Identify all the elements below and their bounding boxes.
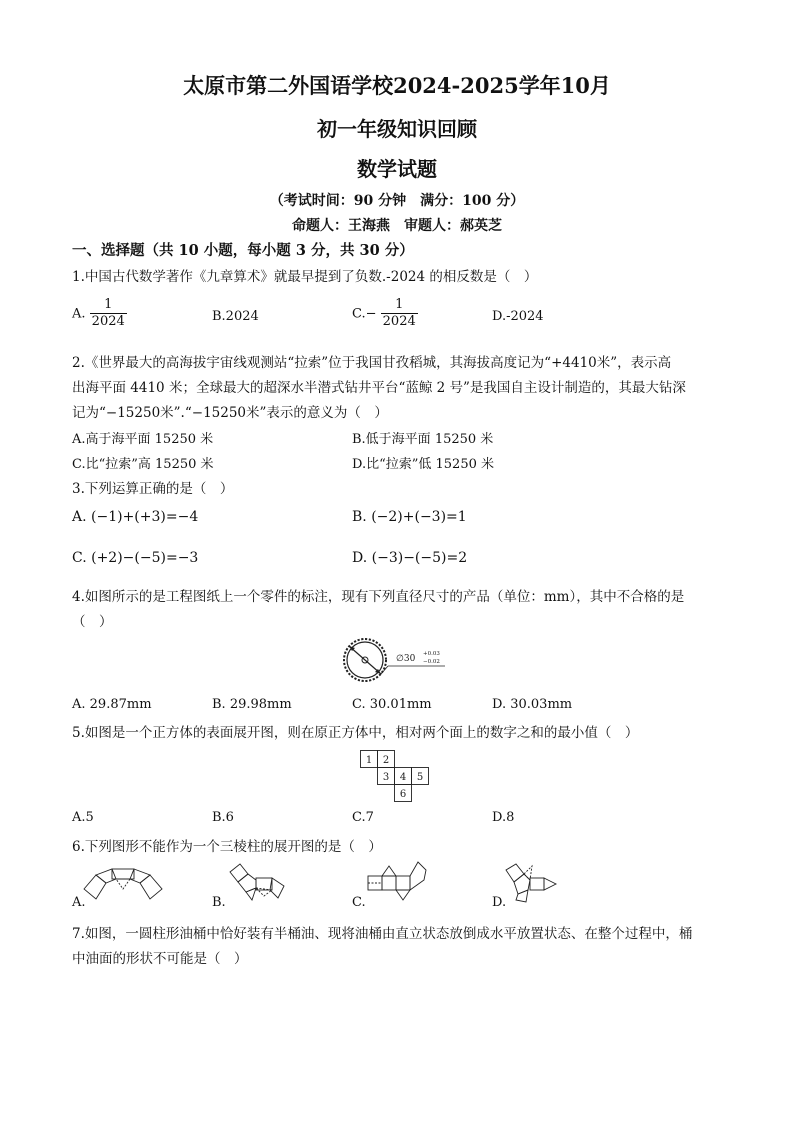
q6-option-d-label: D.: [492, 895, 507, 910]
q6-option-c-figure: [364, 856, 434, 904]
question-7-line-2: 中油面的形状不可能是（ ）: [72, 951, 248, 967]
q6-option-d-figure: [502, 860, 560, 904]
q4-option-b: B. 29.98mm: [212, 697, 292, 712]
q6-option-c-label: C.: [352, 895, 366, 910]
cube-face-2: 2: [382, 755, 390, 766]
question-6-text: 6.下列图形不能作为一个三棱柱的展开图的是（ ）: [72, 839, 382, 855]
q1-option-c: [352, 297, 418, 331]
cube-face-1: 1: [365, 755, 373, 766]
q5-option-b: B.6: [212, 810, 234, 825]
fraction-numerator: 1: [395, 297, 404, 312]
cube-face-3: 3: [382, 772, 390, 783]
q6-option-b-figure: [222, 860, 294, 904]
dimension-label: ∅30: [396, 654, 416, 664]
fraction-denominator: 2024: [382, 314, 416, 330]
q5-option-c: C.7: [352, 810, 374, 825]
option-label: C.−: [352, 306, 377, 322]
q2-option-b: B.低于海平面 15250 米: [352, 432, 494, 447]
fraction-numerator: 1: [104, 297, 113, 312]
q3-option-b: B. (−2)+(−3)=1: [352, 509, 467, 525]
question-2-line-2: 出海平面 4410 米；全球最大的超深水半潜式钻井平台“蓝鲸 2 号”是我国自主设计制造的，其最大钻深: [72, 380, 686, 396]
q4-option-d: D. 30.03mm: [492, 697, 573, 712]
exam-authors: 命题人：王海燕 审题人：郝英芝: [292, 218, 502, 234]
exam-subject: 数学试题: [357, 157, 437, 181]
exam-info: （考试时间：90 分钟 满分：100 分）: [269, 193, 525, 209]
cube-net-figure: [360, 750, 432, 802]
q3-option-d: D. (−3)−(−5)=2: [352, 550, 468, 566]
cube-face-4: 4: [399, 772, 407, 783]
q4-option-c: C. 30.01mm: [352, 697, 432, 712]
question-4-line-2: （ ）: [72, 614, 113, 630]
q4-option-a: A. 29.87mm: [72, 697, 152, 712]
q6-option-b-label: B.: [212, 895, 226, 910]
question-2-line-1: 2.《世界最大的高海拔宇宙线观测站“拉索”位于我国甘孜稻城，其海拔高度记为“+4410米”，表示高: [72, 355, 672, 371]
question-7-line-1: 7.如图，一圆柱形油桶中恰好装有半桶油、现将油桶由直立状态放倒成水平放置状态、在整个过程中，桶: [72, 926, 693, 942]
question-4-line-1: 4.如图所示的是工程图纸上一个零件的标注，现有下列直径尺寸的产品（单位：mm），其中不合格的是: [72, 589, 685, 605]
q2-option-c: C.比“拉索”高 15250 米: [72, 457, 214, 472]
fraction-denominator: 2024: [91, 314, 125, 330]
question-5-text: 5.如图是一个正方体的表面展开图，则在原正方体中，相对两个面上的数字之和的最小值（ ）: [72, 725, 639, 741]
tolerance-upper: +0.03: [423, 651, 440, 657]
tolerance-lower: −0.02: [423, 659, 440, 665]
q3-option-a: A. (−1)+(+3)=−4: [72, 509, 199, 525]
option-label: A.: [72, 306, 86, 322]
question-2-line-3: 记为“−15250米”.“−15250米”表示的意义为（ ）: [72, 405, 388, 421]
q3-option-c: C. (+2)−(−5)=−3: [72, 550, 199, 566]
cube-face-6: 6: [399, 789, 407, 800]
q6-option-a-figure: [82, 863, 164, 903]
q6-option-a-label: A.: [72, 895, 86, 910]
q1-option-d: D.-2024: [492, 309, 544, 324]
q2-option-a: A.高于海平面 15250 米: [72, 432, 214, 447]
q1-option-a: [72, 297, 127, 331]
exam-subtitle: 初一年级知识回顾: [317, 117, 477, 141]
q1-option-b: B.2024: [212, 309, 259, 324]
fraction: [381, 297, 418, 331]
exam-school-title: 太原市第二外国语学校2024-2025学年10月: [183, 73, 611, 98]
part-drawing-figure: [340, 633, 452, 689]
q2-option-d: D.比“拉索”低 15250 米: [352, 457, 495, 472]
section-heading: 一、选择题（共 10 小题，每小题 3 分，共 30 分）: [72, 242, 414, 259]
question-3-text: 3.下列运算正确的是（ ）: [72, 481, 234, 497]
question-1-text: 1.中国古代数学著作《九章算术》就最早提到了负数.-2024 的相反数是（ ）: [72, 269, 538, 285]
q5-option-d: D.8: [492, 810, 515, 825]
q5-option-a: A.5: [72, 810, 94, 825]
cube-face-5: 5: [416, 772, 424, 783]
fraction: [90, 297, 127, 331]
